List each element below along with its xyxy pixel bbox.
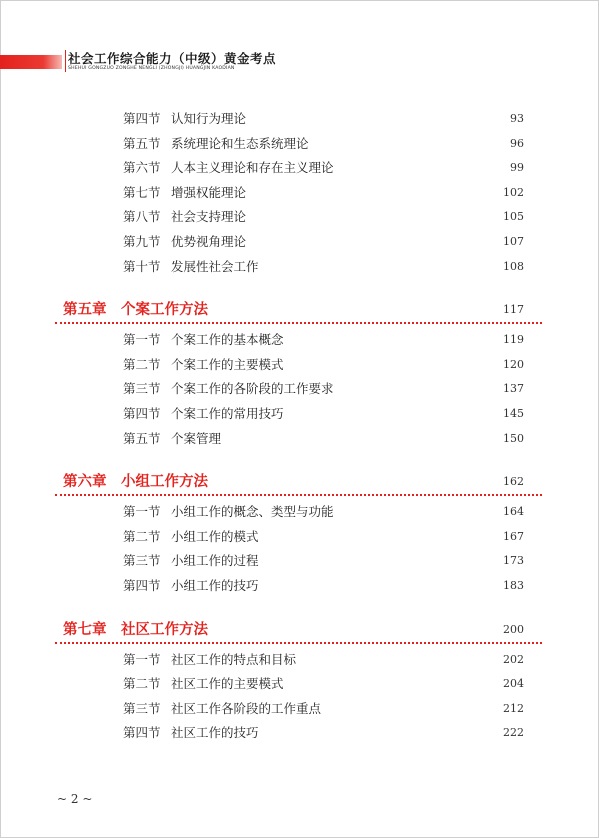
section-number: 第三节 [123,381,161,397]
section-number: 第四节 [123,578,161,593]
section-title: 社会支持理论 [171,209,247,225]
section-page: 183 [503,579,524,592]
section-number: 第二节 [123,528,161,544]
toc-section-entry[interactable] [123,724,524,742]
toc-section-entry[interactable] [123,380,524,398]
section-title: 认知行为理论 [171,111,247,126]
section-number: 第三节 [123,700,161,716]
toc-section-entry[interactable] [123,651,524,669]
section-number: 第三节 [123,553,161,569]
toc-section-entry[interactable] [123,528,524,546]
section-page: 107 [503,235,524,248]
section-page: 204 [503,677,524,691]
toc-section-entry[interactable] [123,430,524,448]
toc-section-entry[interactable] [123,208,524,226]
section-number: 第一节 [123,332,161,348]
chapter-page: 200 [503,622,524,636]
section-title: 社区工作各阶段的工作重点 [171,700,322,716]
toc-section-entry[interactable] [123,159,524,177]
chapter-page: 117 [503,303,524,317]
section-number: 第一节 [123,504,161,520]
section-title: 小组工作的过程 [171,553,259,569]
chapter-title: 第六章 小组工作方法 [63,474,208,491]
toc-section-entry[interactable] [123,184,524,202]
section-number: 第五节 [123,430,161,446]
section-title: 个案工作的主要模式 [171,356,284,372]
section-number: 第二节 [123,356,161,372]
chapter-dotted-rule [55,494,542,496]
section-title: 系统理论和生态系统理论 [171,135,309,151]
chapter-dotted-rule [55,322,542,324]
chapter-page: 162 [503,475,524,489]
section-number: 第四节 [123,111,161,126]
section-title: 人本主义理论和存在主义理论 [171,160,334,176]
section-page: 173 [503,554,524,568]
chapter-dotted-rule [55,642,542,644]
toc-chapter-entry[interactable] [63,472,524,492]
toc-section-entry[interactable] [123,700,524,718]
section-title: 个案工作的常用技巧 [171,406,284,421]
toc-section-entry[interactable] [123,135,524,153]
toc-section-entry[interactable] [123,110,524,128]
section-page: 96 [510,136,524,150]
section-number: 第八节 [123,209,161,225]
section-page: 137 [503,382,524,396]
section-page: 202 [503,652,524,666]
section-number: 第六节 [123,160,161,176]
toc-section-entry[interactable] [123,258,524,276]
toc-section-entry[interactable] [123,233,524,251]
section-page: 150 [503,431,524,445]
section-title: 优势视角理论 [171,234,247,249]
chapter-title: 第五章 个案工作方法 [63,302,208,319]
section-title: 小组工作的技巧 [171,578,259,593]
section-title: 个案工作的各阶段的工作要求 [171,381,334,397]
section-title: 小组工作的概念、类型与功能 [171,504,334,520]
section-number: 第二节 [123,676,161,692]
toc-section-entry[interactable] [123,356,524,374]
section-number: 第四节 [123,406,161,421]
section-title: 小组工作的模式 [171,528,259,544]
section-page: 164 [503,505,524,519]
section-title: 社区工作的技巧 [171,725,259,741]
toc-section-entry[interactable] [123,552,524,570]
section-page: 105 [503,210,524,224]
section-number: 第五节 [123,135,161,151]
toc-section-entry[interactable] [123,503,524,521]
section-page: 119 [503,333,524,347]
section-number: 第四节 [123,725,161,741]
toc-section-entry[interactable] [123,405,524,423]
book-title: 社会工作综合能力（中级）黄金考点 [68,51,277,66]
section-title: 发展性社会工作 [171,258,259,274]
section-title: 社区工作的主要模式 [171,676,284,692]
section-number: 第九节 [123,234,161,249]
toc-chapter-entry[interactable] [63,300,524,320]
section-page: 120 [503,357,524,371]
section-page: 145 [503,407,524,420]
section-page: 222 [503,726,524,740]
toc-section-entry[interactable] [123,331,524,349]
section-page: 102 [503,185,524,199]
section-page: 167 [503,529,524,543]
section-number: 第七节 [123,184,161,200]
toc-section-entry[interactable] [123,675,524,693]
page-number: ~ 2 ~ [57,792,93,806]
toc-section-entry[interactable] [123,577,524,595]
section-page: 212 [503,701,524,715]
section-title: 个案管理 [171,430,222,446]
section-title: 增强权能理论 [171,184,247,200]
section-page: 108 [503,259,524,273]
book-title-pinyin: SHEHUI GONGZUO ZONGHE NENGLI (ZHONGJI) HUANGJIN KAODIAN [68,66,235,71]
section-number: 第十节 [123,258,161,274]
chapter-title: 第七章 社区工作方法 [63,621,208,638]
section-title: 社区工作的特点和目标 [171,651,297,667]
section-page: 93 [510,112,524,125]
section-page: 99 [510,161,524,175]
toc-chapter-entry[interactable] [63,620,524,640]
section-number: 第一节 [123,651,161,667]
section-title: 个案工作的基本概念 [171,332,284,348]
